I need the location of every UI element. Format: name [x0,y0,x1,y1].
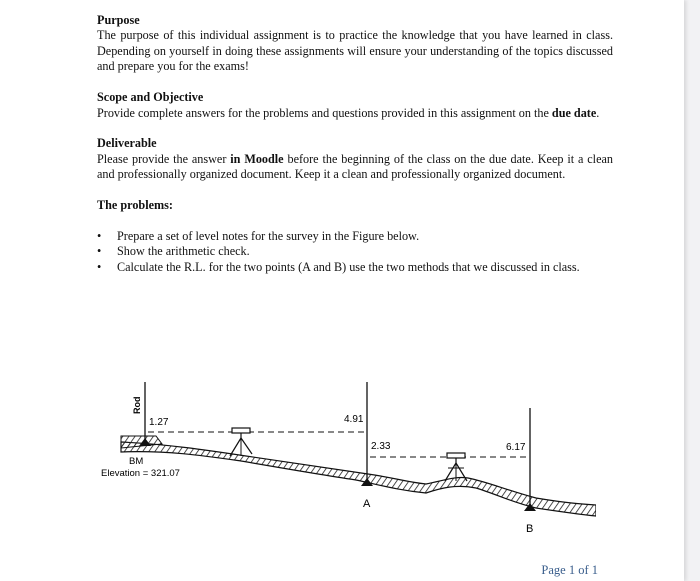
problems-section [97,198,613,275]
page-number: Page 1 of 1 [541,563,598,577]
scope-heading: Scope and Objective [97,90,204,105]
rod-label: Rod [132,396,142,414]
point-b-label: B [526,523,534,535]
level-instrument-1 [230,428,252,456]
deliverable-moodle: in Moodle [230,151,284,166]
reading-fs-2: 6.17 [506,442,526,453]
list-item: • Calculate the R.L. for the two points (A and B) use the two methods that we discussed in class. [97,260,613,275]
deliverable-text: Please provide the answer in Moodle before the beginning of the class on the due date. Keep it a clean and professionally organized document. Keep it a clean and professionally organized document. [97,151,613,182]
deliverable-section [97,136,613,182]
problems-heading: The problems: [97,198,173,213]
purpose-heading: Purpose [97,13,140,27]
deliverable-heading: Deliverable [97,136,157,151]
problems-list [97,229,613,275]
reading-bs-1: 1.27 [149,417,169,428]
scope-section [97,90,613,121]
level-instrument-2 [445,453,467,481]
list-item: • Show the arithmetic check. [97,244,613,259]
reading-fs-1: 4.91 [344,414,364,425]
purpose-section [97,13,613,75]
list-item: • Prepare a set of level notes for the survey in the Figure below. [97,229,613,244]
bm-label: BM [129,456,144,467]
document-content [97,13,613,275]
ground-surface [121,442,596,516]
purpose-text: The purpose of this individual assignment is to practice the knowledge that you have learned in class. Depending on yourself in doing these assignments will ensure your understanding of the topics discussed and prepare you for the exams! [97,28,613,74]
leveling-survey-figure [96,378,596,538]
scope-due-date: due date [551,105,597,120]
point-a-label: A [363,498,371,510]
reading-bs-2: 2.33 [371,441,391,452]
bm-elevation: Elevation = 321.07 [101,468,180,479]
scope-text: Provide complete answers for the problems and questions provided in this assignment on the due date. [97,105,600,120]
